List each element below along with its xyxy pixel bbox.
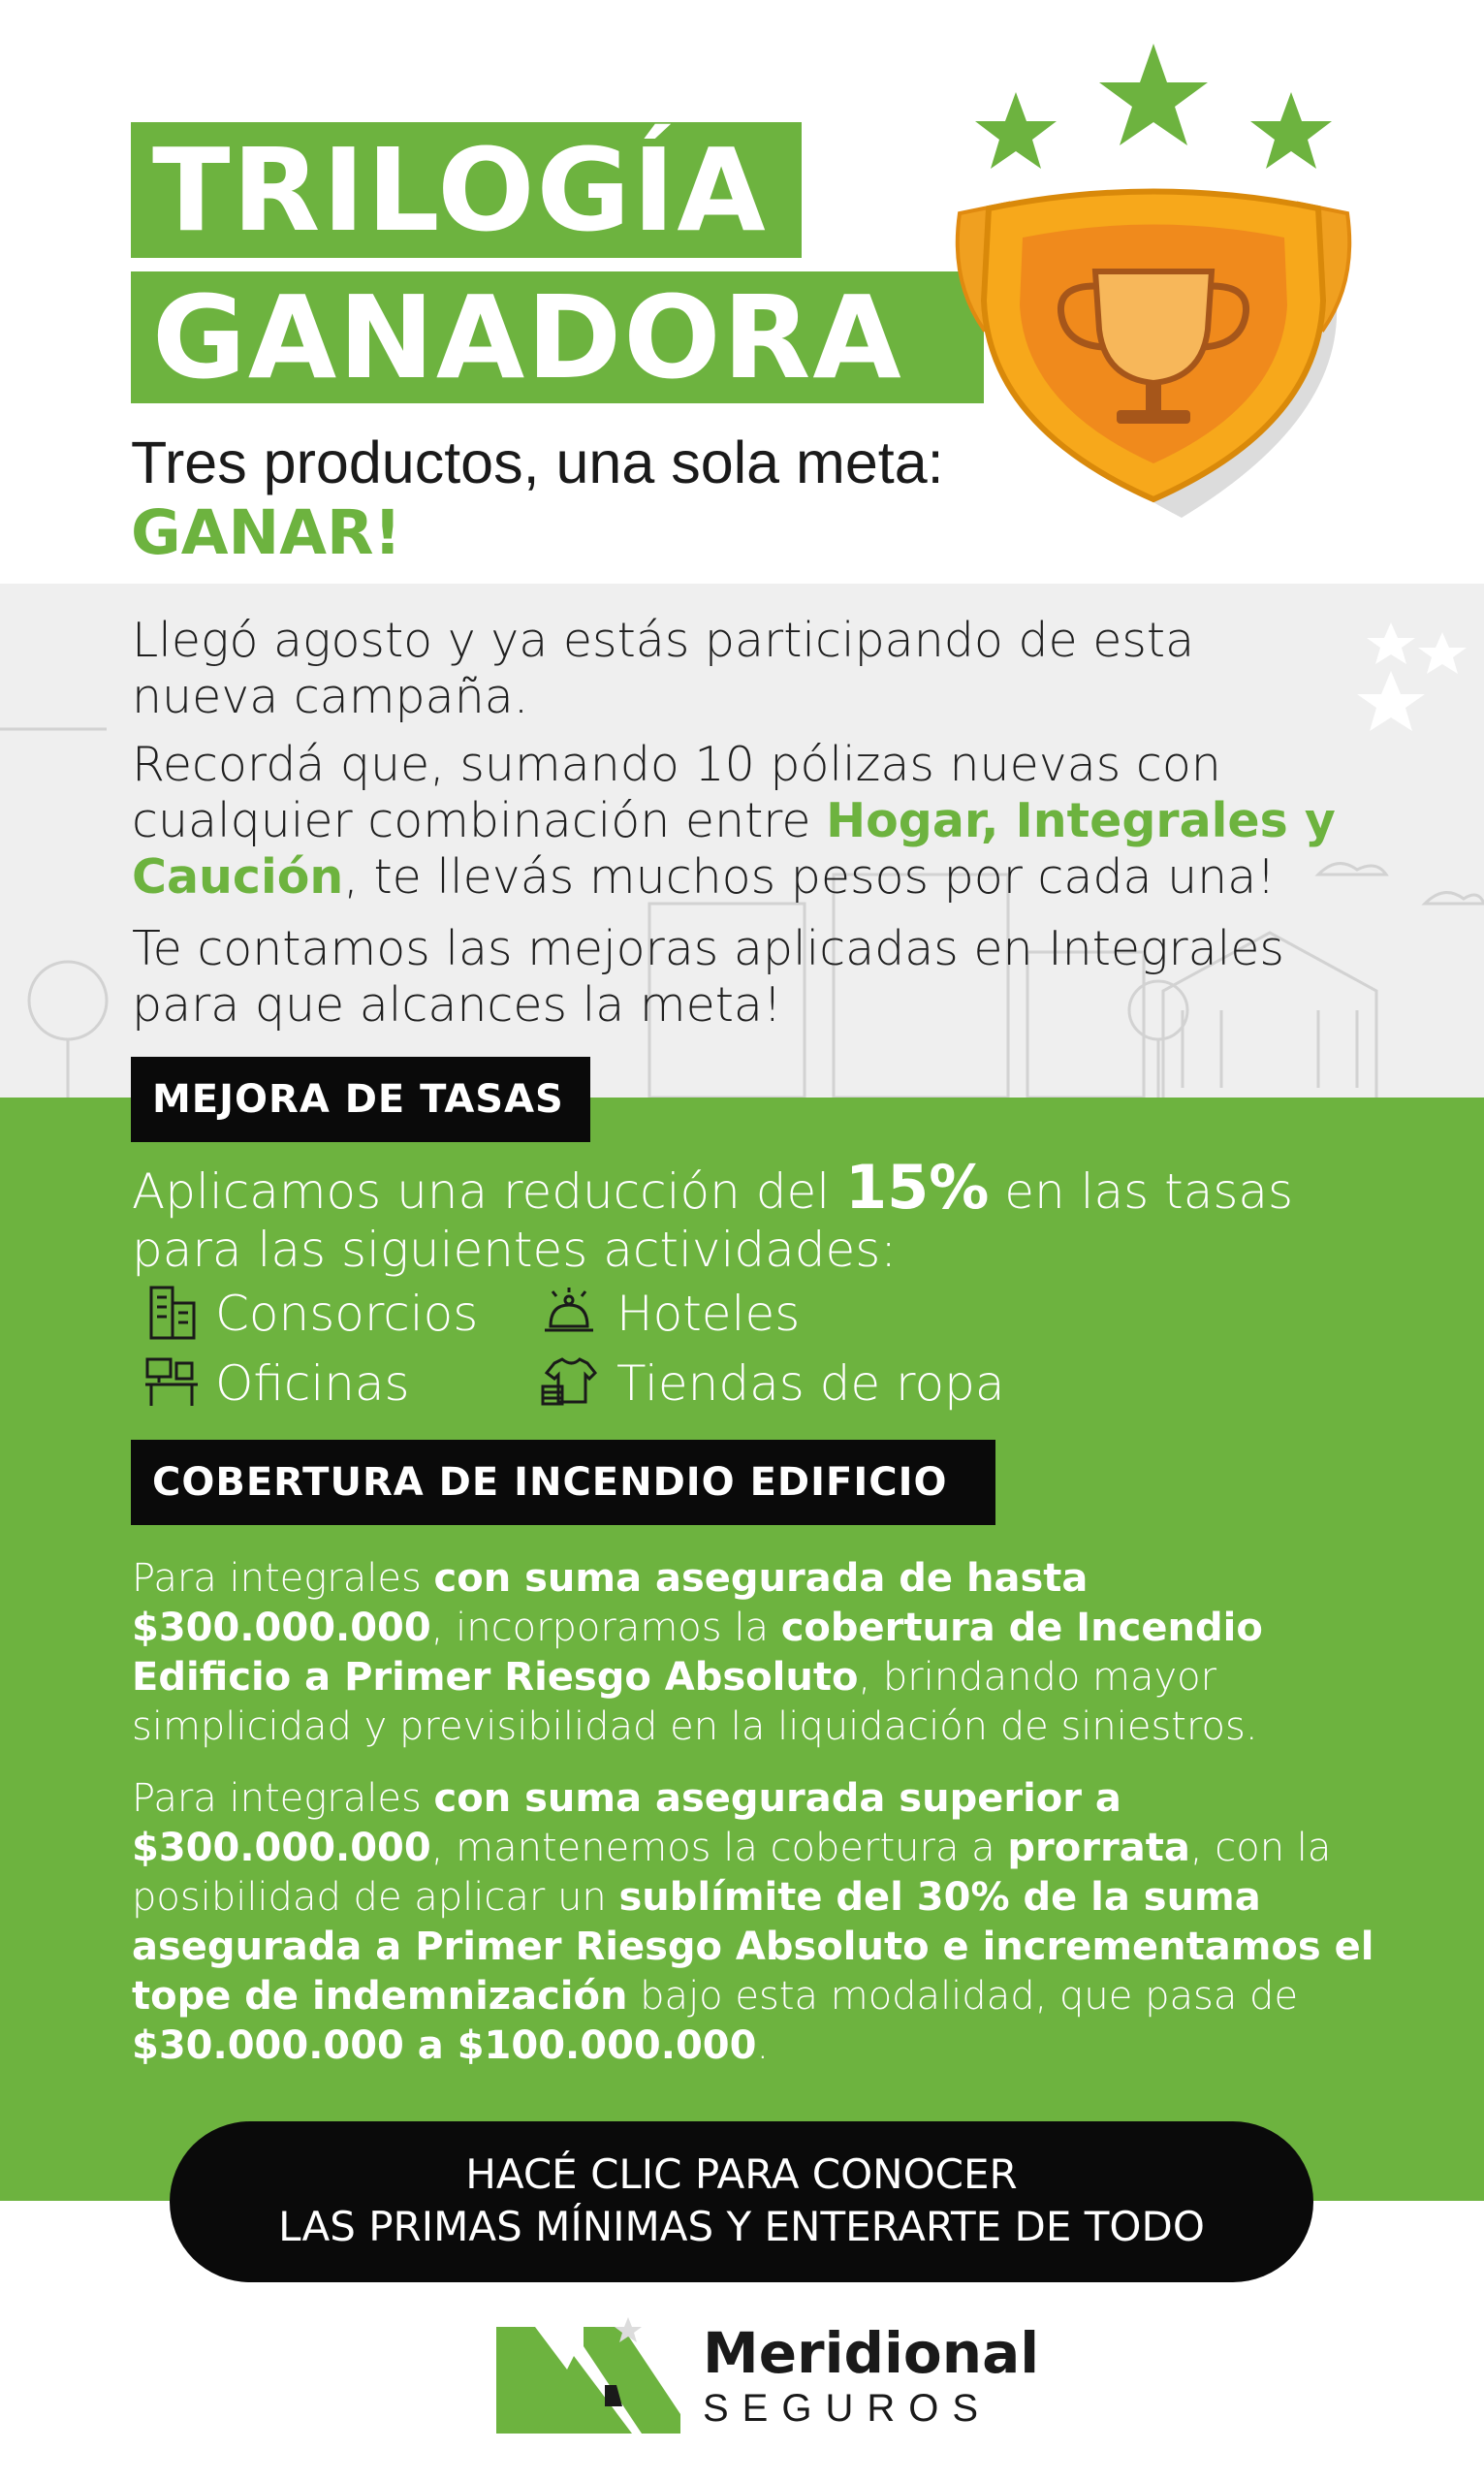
- cta-line-1: HACÉ CLIC PARA CONOCER: [465, 2150, 1018, 2198]
- star-icon: [1418, 632, 1467, 674]
- intro-paragraph-3: Te contamos las mejoras aplicadas en Integrales para que alcances la meta!: [132, 921, 1284, 1033]
- product-highlight: Hogar, Integrales y Caución: [132, 793, 1336, 905]
- intro-paragraph-1: Llegó agosto y ya estás participando de esta nueva campaña.: [132, 613, 1195, 724]
- body-text: , incorporamos la: [430, 1606, 781, 1650]
- emphasis-text: $30.000.000 a $100.000.000: [132, 2023, 757, 2068]
- body-text: Para integrales: [132, 1776, 434, 1821]
- emphasis-text: con suma asegurada de hasta $300.000.000: [132, 1556, 1089, 1650]
- section-label-incendio: COBERTURA DE INCENDIO EDIFICIO: [131, 1440, 995, 1525]
- emphasis-text: con suma asegurada superior a $300.000.000: [132, 1776, 1121, 1870]
- activity-tiendas: Tiendas de ropa: [616, 1355, 1005, 1412]
- body-text: , brindando mayor simplicidad y previsibilidad en la liquidación de siniestros.: [132, 1655, 1258, 1749]
- emphasis-text: prorrata: [1007, 1826, 1190, 1870]
- star-icon: [975, 92, 1057, 169]
- body-text: .: [756, 2023, 770, 2068]
- activity-hoteles: Hoteles: [616, 1286, 801, 1342]
- activity-oficinas: Oficinas: [215, 1355, 410, 1412]
- star-icon: [1099, 44, 1208, 145]
- tasas-description: [132, 1152, 1392, 1279]
- body-text: bajo esta modalidad, que pasa de: [627, 1974, 1299, 2019]
- body-text: Para integrales: [132, 1556, 434, 1601]
- emphasis-text: cobertura de Incendio Edificio a Primer Riesgo Absoluto: [132, 1606, 1263, 1700]
- activity-consorcios: Consorcios: [215, 1286, 479, 1342]
- cta-line-2: LAS PRIMAS MÍNIMAS Y ENTERARTE DE TODO: [278, 2203, 1205, 2250]
- intro-paragraph-2: [132, 737, 1343, 906]
- cta-button[interactable]: [170, 2121, 1313, 2282]
- tasas-text-end: en las tasas para las siguientes actividades:: [132, 1163, 1294, 1278]
- section-label-tasas: MEJORA DE TASAS: [131, 1057, 590, 1142]
- tagline: Tres productos, una sola meta:: [131, 430, 944, 495]
- discount-percent: 15%: [845, 1152, 990, 1223]
- building-icon: [143, 1284, 200, 1340]
- reception-bell-icon: [541, 1284, 597, 1340]
- incendio-paragraph-2: [132, 1774, 1392, 2071]
- trophy-badge-icon: [940, 39, 1367, 533]
- tagline-win: GANAR!: [131, 497, 402, 568]
- tasas-text-start: Aplicamos una reducción del: [132, 1163, 845, 1220]
- clothes-icon: [541, 1353, 597, 1410]
- brand-subtitle: SEGUROS: [703, 2387, 993, 2430]
- star-icon: [1357, 671, 1425, 731]
- emphasis-text: sublímite del 30% de la suma asegurada a Primer Riesgo Absoluto e incrementamos el tope de indemnización: [132, 1875, 1374, 2019]
- title-line-2: GANADORA: [131, 271, 984, 403]
- body-text: , mantenemos la cobertura a: [430, 1826, 1008, 1870]
- office-desk-icon: [143, 1353, 200, 1410]
- intro-p2-end: , te llevás muchos pesos por cada una!: [343, 849, 1276, 905]
- incendio-paragraph-1: [132, 1554, 1392, 1752]
- body-text: , con la posibilidad de aplicar un: [132, 1826, 1332, 1920]
- brand-name: Meridional: [703, 2320, 1040, 2386]
- intro-p2-start: Recordá que, sumando 10 pólizas nuevas con cualquier combinación entre: [132, 737, 1221, 848]
- star-icon: [1367, 622, 1415, 664]
- title-line-1: TRILOGÍA: [131, 122, 802, 258]
- star-icon: [1250, 92, 1332, 169]
